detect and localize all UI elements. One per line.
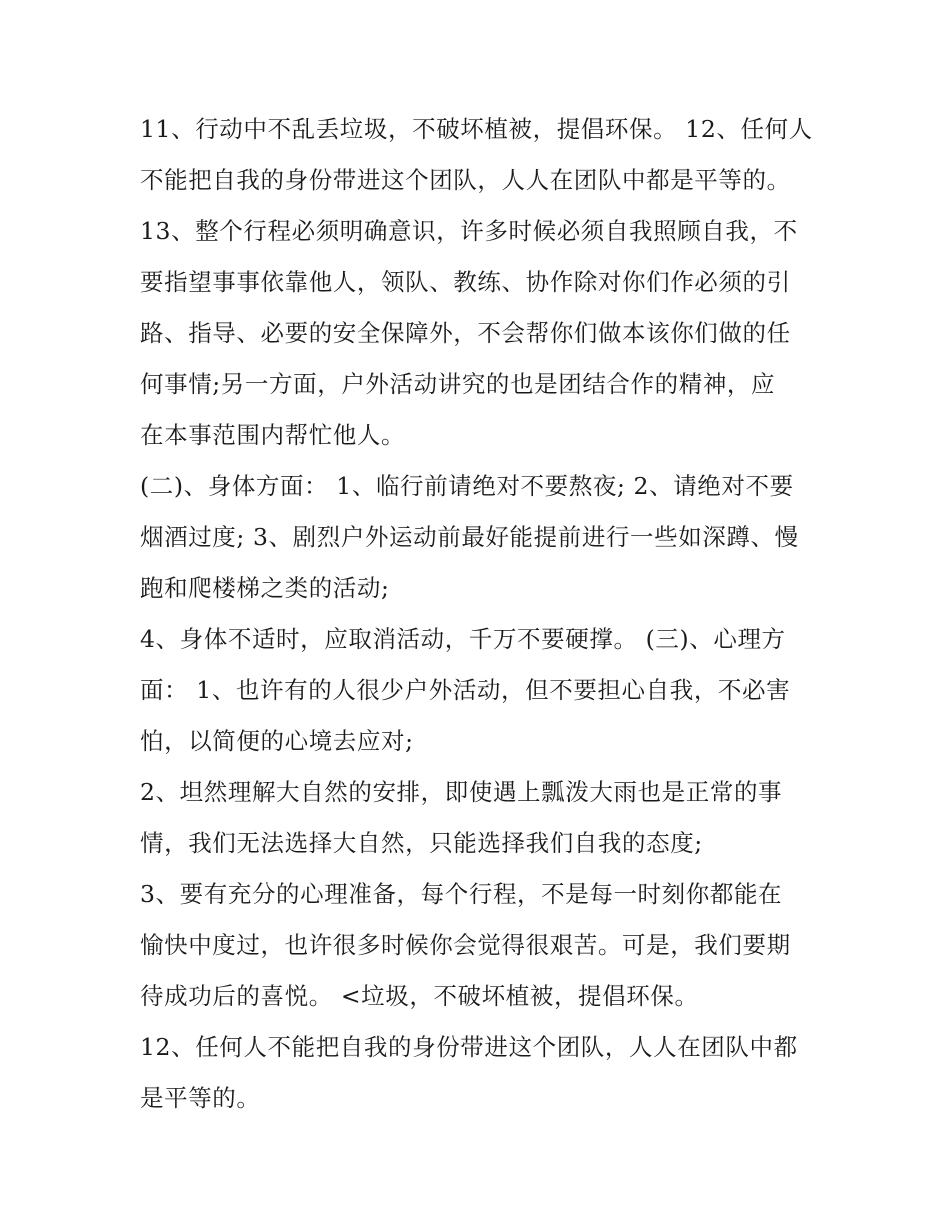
text-line: 13、整个行程必须明确意识，许多时候必须自我照顾自我，不	[140, 217, 798, 245]
text-line: 待成功后的喜悦。 <垃圾，不破坏植被，提倡环保。	[140, 982, 699, 1010]
text-line: 烟酒过度; 3、剧烈户外运动前最好能提前进行一些如深蹲、慢	[140, 523, 799, 551]
text-line: 12、任何人不能把自我的身份带进这个团队，人人在团队中都	[140, 1033, 798, 1061]
text-line: 不能把自我的身份带进这个团队，人人在团队中都是平等的。	[140, 166, 791, 194]
text-line: 要指望事事依靠他人，领队、教练、协作除对你们作必须的引	[140, 268, 791, 296]
text-line: (二)、身体方面： 1、临行前请绝对不要熬夜; 2、请绝对不要	[140, 472, 794, 500]
text-line: 何事情;另一方面，户外活动讲究的也是团结合作的精神，应	[140, 370, 776, 398]
text-line: 3、要有充分的心理准备，每个行程，不是每一时刻你都能在	[140, 880, 783, 908]
text-line: 4、身体不适时，应取消活动，千万不要硬撑。 (三)、心理方	[140, 625, 786, 653]
text-line: 跑和爬楼梯之类的活动;	[140, 574, 390, 602]
text-line: 愉快中度过，也许很多时候你会觉得很艰苦。可是，我们要期	[140, 931, 791, 959]
text-line: 情，我们无法选择大自然，只能选择我们自我的态度;	[140, 829, 703, 857]
text-line: 2、坦然理解大自然的安排，即使遇上瓢泼大雨也是正常的事	[140, 778, 783, 806]
text-line: 是平等的。	[140, 1084, 261, 1112]
text-line: 怕，以简便的心境去应对;	[140, 727, 414, 755]
text-line: 11、行动中不乱丢垃圾，不破坏植被，提倡环保。 12、任何人	[140, 115, 813, 143]
text-line: 在本事范围内帮忙他人。	[140, 421, 406, 449]
text-line: 面： 1、也许有的人很少户外活动，但不要担心自我，不必害	[140, 676, 791, 704]
document-body	[140, 104, 820, 1124]
text-line: 路、指导、必要的安全保障外，不会帮你们做本该你们做的任	[140, 319, 791, 347]
